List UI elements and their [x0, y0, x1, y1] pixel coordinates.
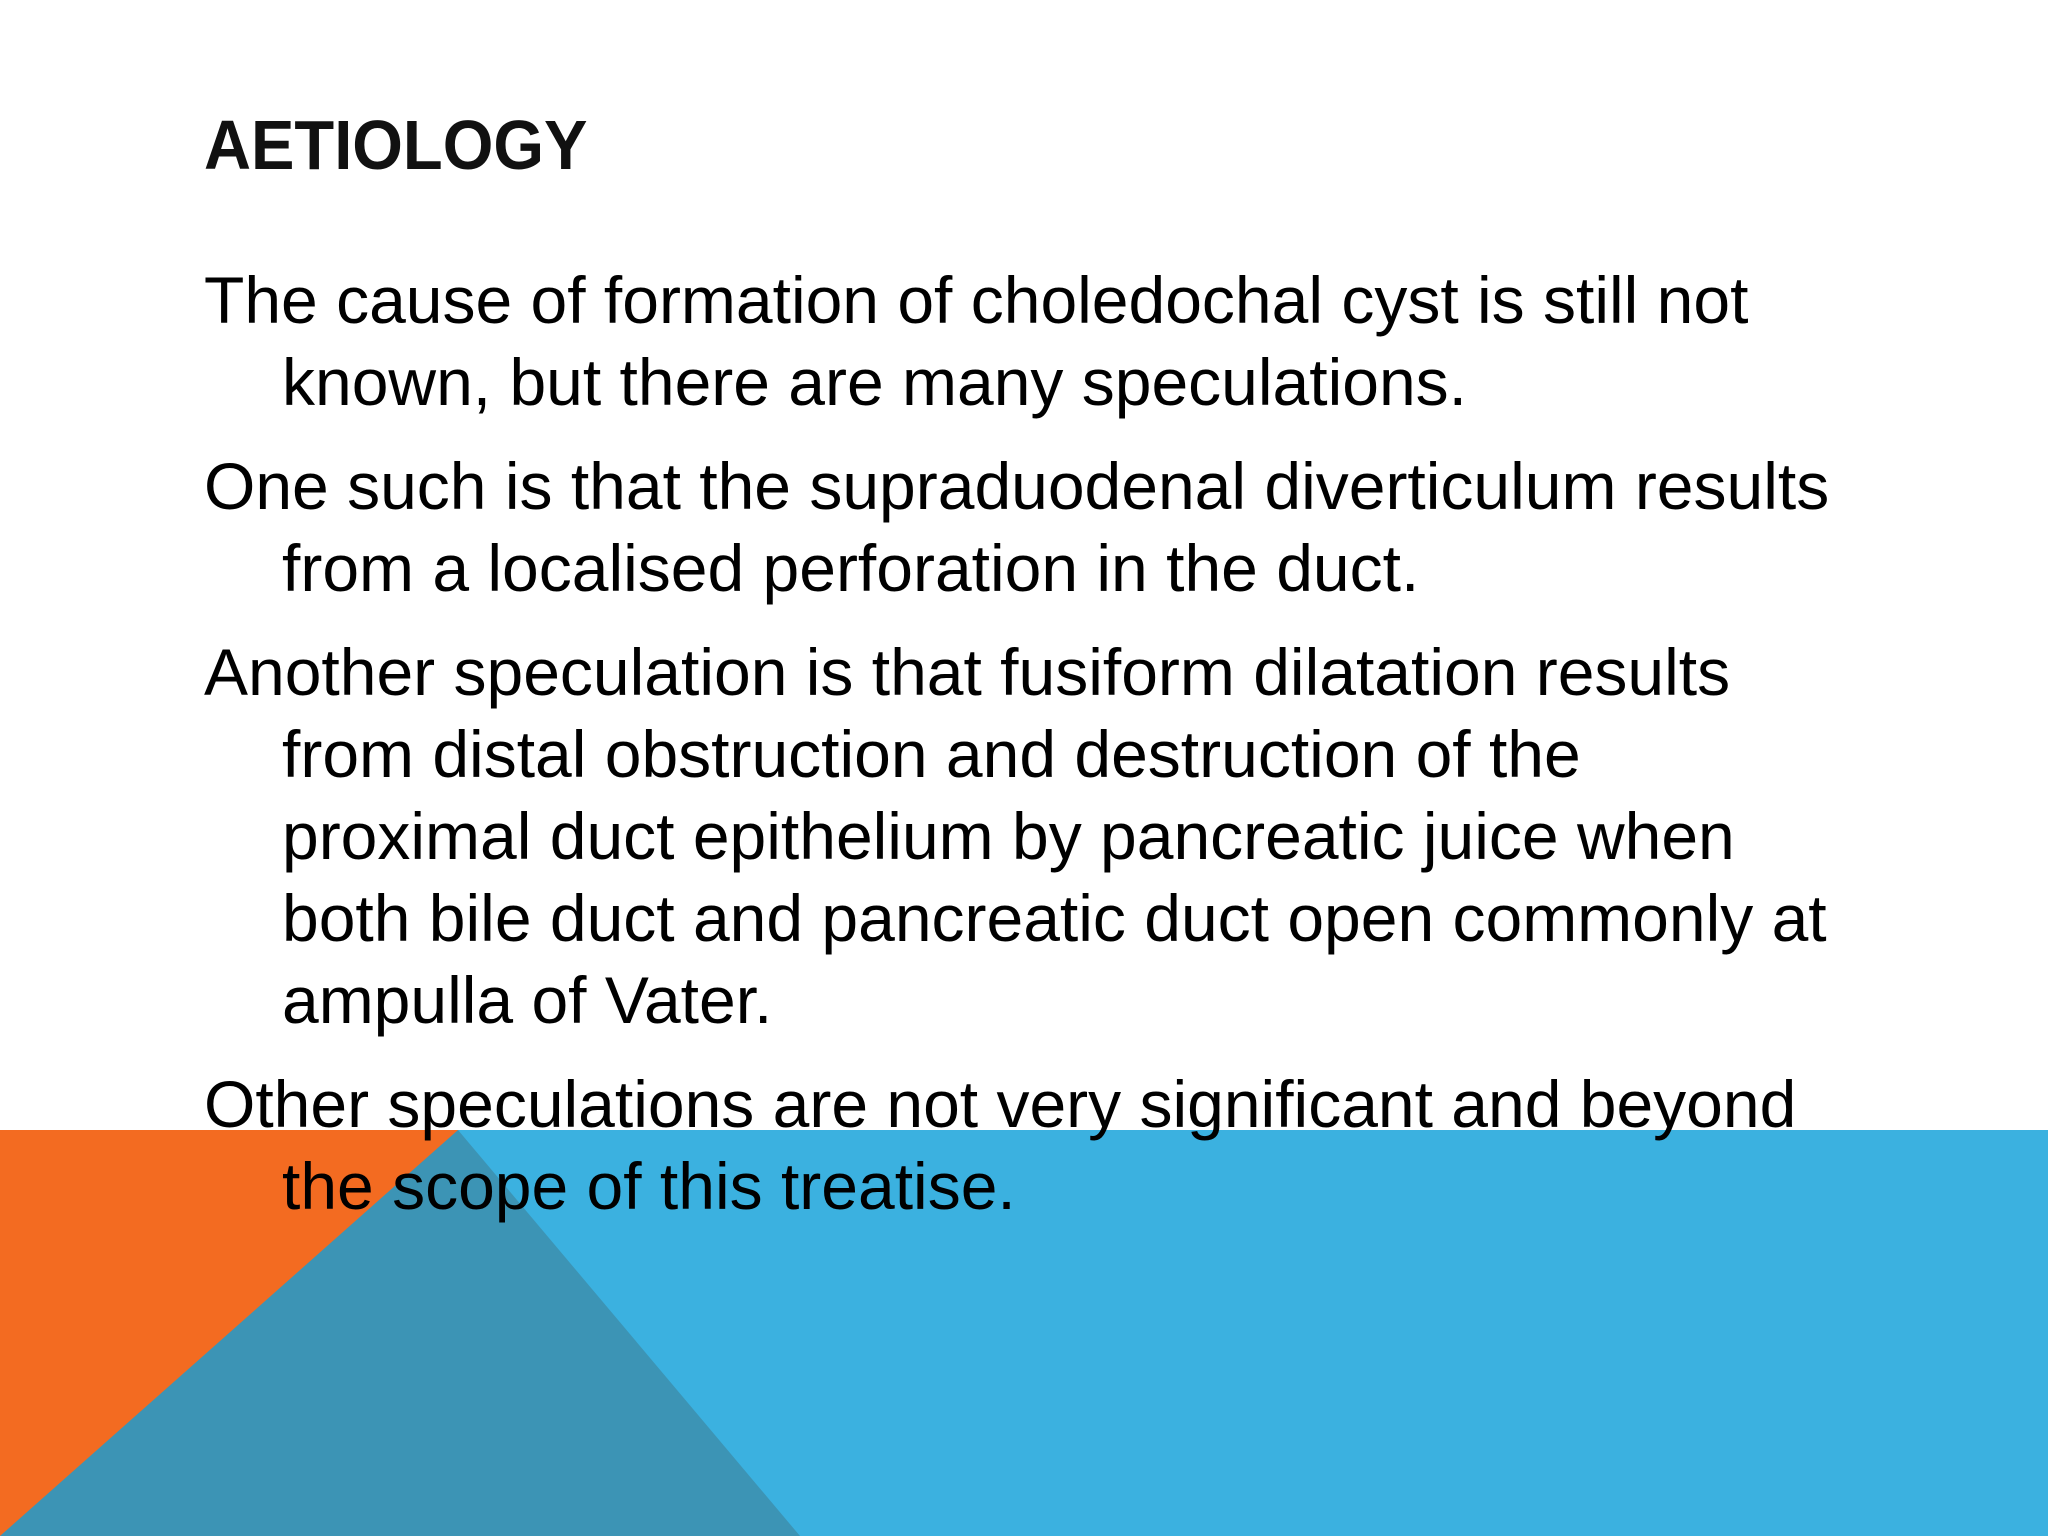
paragraph-other-speculations: Other speculations are not very significant and beyond the scope of this treatise.	[204, 1067, 1797, 1223]
bullet-list	[204, 259, 1844, 1249]
paragraph-fusiform-dilatation: Another speculation is that fusiform dilatation results from distal obstruction and destruction of the proximal duct epithelium by pancreatic juice when both bile duct and pancreatic duct open commonly at ampulla of Vater.	[204, 635, 1827, 1037]
paragraph-supraduodenal-diverticulum: One such is that the supraduodenal diverticulum results from a localised perforation in the duct.	[204, 449, 1830, 605]
slide-title: AETIOLOGY	[204, 106, 588, 184]
paragraph-cause-unknown: The cause of formation of choledochal cyst is still not known, but there are many speculations.	[204, 263, 1749, 419]
